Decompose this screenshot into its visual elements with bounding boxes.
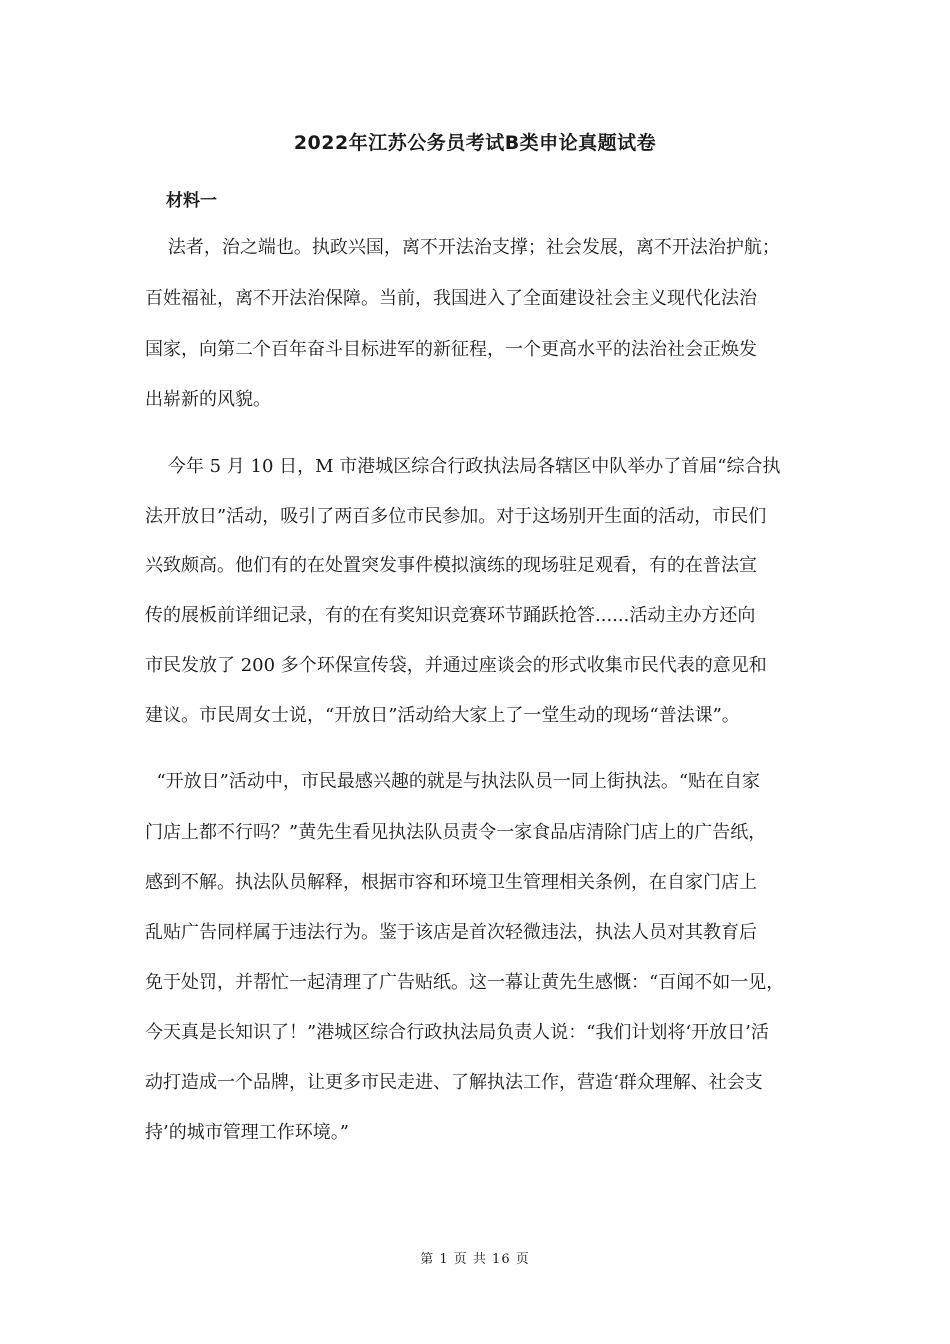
paragraph-3-line-3: 感到不解。执法队员解释，根据市容和环境卫生管理相关条例，在自家门店上: [145, 872, 757, 893]
paragraph-3-line-5: 免于处罚，并帮忙一起清理了广告贴纸。这一幕让黄先生感慨：“百闻不如一见，: [145, 972, 785, 993]
paragraph-1-line-1: 法者，治之端也。执政兴国，离不开法治支撑；社会发展，离不开法治护航；: [145, 237, 780, 258]
document-title: 2022年江苏公务员考试B类申论真题试卷: [293, 132, 657, 154]
paragraph-2-line-1: 今年 5 月 10 日，M 市港城区综合行政执法局各辖区中队举办了首届“综合执: [145, 456, 781, 477]
paragraph-1-line-2: 百姓福祉，离不开法治保障。当前，我国进入了全面建设社会主义现代化法治: [145, 288, 757, 309]
paragraph-1-line-4: 出崭新的风貌。: [145, 389, 271, 410]
paragraph-1-line-3: 国家，向第二个百年奋斗目标进军的新征程，一个更高水平的法治社会正焕发: [145, 339, 757, 360]
paragraph-3-line-4: 乱贴广告同样属于违法行为。鉴于该店是首次轻微违法，执法人员对其教育后: [145, 922, 757, 943]
paragraph-2-line-4: 传的展板前详细记录，有的在有奖知识竞赛环节踊跃抢答......活动主办方还向: [145, 605, 756, 626]
paragraph-2-line-6: 建议。市民周女士说，“开放日”活动给大家上了一堂生动的现场“普法课”。: [145, 705, 740, 726]
paragraph-3-line-8: 持’的城市管理工作环境。”: [145, 1122, 349, 1143]
paragraph-3-line-1: “开放日”活动中，市民最感兴趣的就是与执法队员一同上街执法。“贴在自家: [145, 771, 761, 792]
paragraph-3-line-7: 动打造成一个品牌，让更多市民走进、了解执法工作，营造‘群众理解、社会支: [145, 1072, 763, 1093]
paragraph-2-line-2: 法开放日”活动，吸引了两百多位市民参加。对于这场别开生面的活动，市民们: [145, 506, 767, 527]
paragraph-3-line-2: 门店上都不行吗？”黄先生看见执法队员责令一家食品店清除门店上的广告纸，: [145, 822, 767, 843]
page-footer: 第 1 页 共 16 页: [420, 1252, 530, 1267]
paragraph-2-line-5: 市民发放了 200 多个环保宣传袋，并通过座谈会的形式收集市民代表的意见和: [145, 655, 767, 676]
paragraph-3-line-6: 今天真是长知识了！”港城区综合行政执法局负责人说：“我们计划将‘开放日’活: [145, 1022, 769, 1043]
paragraph-2-line-3: 兴致颇高。他们有的在处置突发事件模拟演练的现场驻足观看，有的在普法宣: [145, 555, 757, 576]
section-heading: 材料一: [166, 191, 217, 211]
